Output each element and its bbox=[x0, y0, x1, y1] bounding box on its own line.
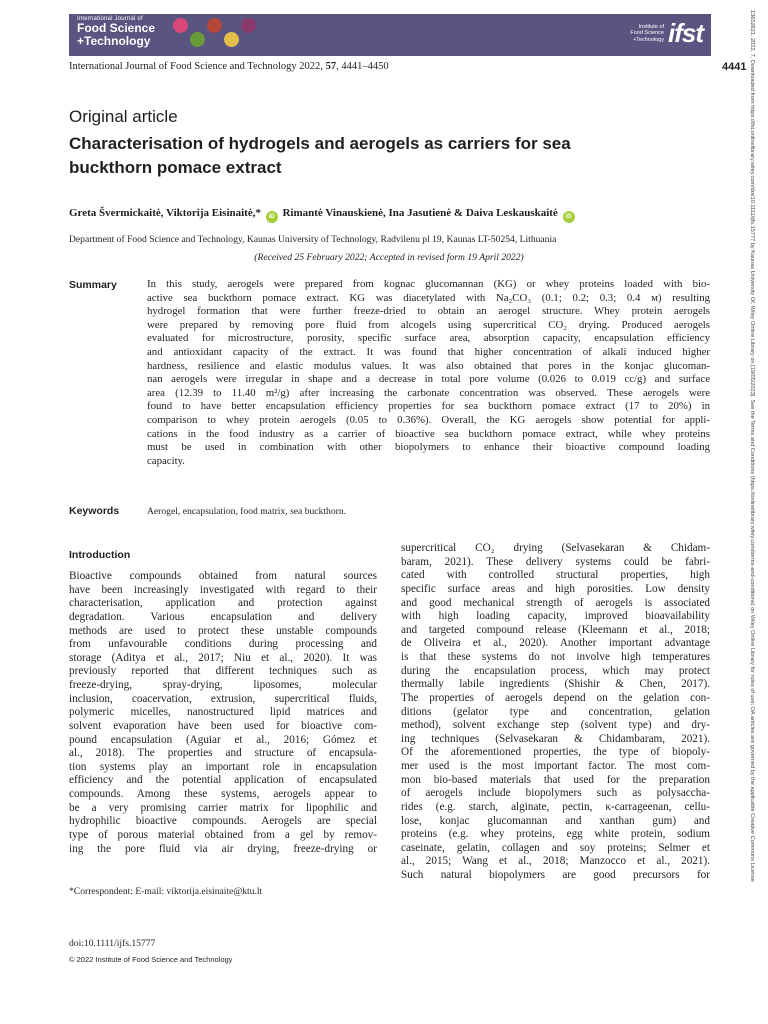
body-line: freeze-drying, spray-drying, liposomes, molecular bbox=[69, 679, 377, 691]
food-image-icon bbox=[224, 32, 239, 47]
summary-line: found to have better encapsulation efficiency properties for sea buckthorn pomace extract (17 to 20%) in bbox=[147, 400, 710, 413]
body-line: of aerogels include biopolymers such as polysaccha- bbox=[401, 787, 710, 800]
body-line: characterisation, application and protection against bbox=[69, 597, 377, 610]
summary-line: comparison to whey protein aerogels (0.05 to 0.36%). Overall, the KG aerogels show potential for appli- bbox=[147, 414, 710, 427]
body-line: compounds. Among these systems, aerogels appear to bbox=[69, 788, 377, 800]
body-line: baram, 2021). These delivery systems could be fabri- bbox=[401, 555, 710, 568]
summary-line: nan aerogels were irregular in shape and a decrease in total pore volume (0.026 to 0.019 cc/g) and surface bbox=[147, 373, 710, 386]
body-line: Such natural biopolymers are good precursors for bbox=[401, 869, 710, 881]
body-line: have been increasingly investigated with regard to their bbox=[69, 583, 377, 596]
body-line: inclusion, coacervation, extrusion, supercritical fluids, bbox=[69, 692, 377, 705]
article-title bbox=[69, 132, 709, 180]
summary-label: Summary bbox=[69, 279, 117, 291]
food-image-icon bbox=[241, 18, 256, 33]
body-line: methods are used to protect these unstable compounds bbox=[69, 624, 377, 637]
ifst-logo-line: Food Science bbox=[630, 30, 664, 37]
ifst-logo-line: +Technology bbox=[632, 36, 664, 43]
body-line: de Oliveira et al., 2020). Another important advantage bbox=[401, 637, 710, 650]
body-line: during the encapsulation process, which may protect bbox=[401, 664, 710, 677]
summary-line: and antioxidant capacity of the extract. It was found that higher concentration of alkali induced higher bbox=[147, 346, 710, 359]
body-line: supercritical CO₂ drying (Selvasekaran & Chidam- bbox=[401, 542, 710, 554]
body-line: previously reported that different techniques such as bbox=[69, 665, 377, 678]
body-line: is that these systems do not involve high temperatures bbox=[401, 651, 710, 663]
body-line: hydrophilic bioactive compounds. Aerogels are special bbox=[69, 815, 377, 828]
body-line: al., 2018). The properties and structure of encapsula- bbox=[69, 747, 377, 760]
keywords-label: Keywords bbox=[69, 505, 120, 517]
copyright: © 2022 Institute of Food Science and Technology bbox=[69, 955, 233, 964]
journal-volume: 57 bbox=[325, 61, 337, 72]
summary-line: capacity. bbox=[147, 454, 185, 467]
body-line: degradation. Various encapsulation and delivery bbox=[69, 610, 377, 623]
orcid-icon[interactable]: iD bbox=[266, 211, 278, 223]
body-column-right bbox=[401, 542, 710, 883]
body-line: ditions (gelator type and concentration, gelation bbox=[401, 705, 710, 718]
body-line: ing the pore fluid via air drying, freeze-drying or bbox=[69, 842, 377, 855]
food-image-icon bbox=[173, 18, 188, 33]
summary-line: active sea buckthorn pomace extract. KG was diacetylated with Na₂CO₃ (0.1; 0.2; 0.3; 0.4 м) resulting bbox=[147, 291, 710, 304]
body-line: thermally labile ingredients (Shishir & Chen, 2017). bbox=[401, 678, 710, 691]
body-line: mer used is the most important factor. The most com- bbox=[401, 760, 710, 772]
body-line: and targeted compound release (Kleemann et al., 2018; bbox=[401, 623, 710, 636]
body-line: type of porous material obtained from a gel by remov- bbox=[69, 828, 377, 841]
received-dates: (Received 25 February 2022; Accepted in revised form 19 April 2022) bbox=[254, 252, 524, 263]
body-line: rides (e.g. starch, alginate, pectin, κ-carrageenan, cellu- bbox=[401, 800, 710, 813]
keywords-text: Aerogel, encapsulation, food matrix, sea buckthorn. bbox=[147, 506, 347, 517]
article-title-line: buckthorn pomace extract bbox=[69, 158, 282, 177]
body-line: and good mechanical strength of aerogels is associated bbox=[401, 596, 710, 609]
journal-logo[interactable] bbox=[77, 16, 155, 47]
body-line: al., 2015; Wang et al., 2018; Manzocco et al., 2021). bbox=[401, 855, 710, 868]
introduction-heading: Introduction bbox=[69, 549, 131, 561]
summary-line: In this study, aerogels were prepared from kognac glucomannan (KG) or whey proteins loaded with bio- bbox=[147, 278, 710, 290]
body-line: cated with controlled structural properties, high bbox=[401, 569, 710, 582]
journal-logo-line1: Food Science bbox=[77, 21, 156, 36]
body-line: tion systems play an important role in encapsulation bbox=[69, 760, 377, 773]
ifst-logo[interactable] bbox=[630, 18, 703, 49]
body-line: Bioactive compounds obtained from natural sources bbox=[69, 570, 377, 582]
body-line: pound encapsulation (Aguiar et al., 2016; Gómez et bbox=[69, 733, 377, 746]
download-notice[interactable]: 13652621, 2022, 7, Downloaded from https://ifst.onlinelibrary.wiley.com/doi/10.1111/ijfs.15777 by Kaunas University Of, Wiley Online Library on [19/05/2023]. See the Terms and Conditions (https://onlinelibrary.wiley.com/terms-and-conditions) on Wiley Online Library for rules of use; OA articles are governed by the applicable Creative Commons License bbox=[749, 10, 755, 882]
body-line: efficiency and the potential application of encapsulated bbox=[69, 774, 377, 787]
journal-logo-small: International Journal of bbox=[77, 16, 143, 22]
summary-line: area (12.39 to 11.40 m²/g) after increasing the carbonate concentration was observed. These aerogels were bbox=[147, 386, 710, 399]
body-line: proteins (e.g. whey proteins, egg white protein, sodium bbox=[401, 828, 710, 841]
summary-line: hardness, resilience and elastic modulus values. It was also obtained that pores in the konjac glucoman- bbox=[147, 359, 710, 372]
journal-banner bbox=[69, 14, 711, 56]
affiliation: Department of Food Science and Technology, Kaunas University of Technology, Radvilenu pl 19, Kaunas LT-50254, Lithuania bbox=[69, 234, 557, 245]
body-line: be a very promising carrier matrix for lipophilic and bbox=[69, 801, 377, 814]
body-line: storage (Aditya et al., 2017; Niu et al., 2020). It was bbox=[69, 651, 377, 664]
summary-line: hydrogel formation that were further freeze-dried to obtain an aerogel structure. Whey protein aerogels bbox=[147, 305, 710, 318]
food-image-icon bbox=[207, 18, 222, 33]
body-line: lose, konjac glucomannan and xanthan gum) and bbox=[401, 814, 710, 827]
body-line: from unfavourable conditions during processing and bbox=[69, 638, 377, 651]
journal-logo-line2: +Technology bbox=[77, 33, 151, 48]
body-line: Of the aforementioned properties, the type of biopoly- bbox=[401, 746, 710, 759]
body-line: solvent evaporation have been used for bioactive com- bbox=[69, 719, 377, 732]
body-column-left bbox=[69, 570, 377, 856]
summary-text bbox=[147, 278, 710, 469]
ifst-logo-line: Institute of bbox=[638, 24, 664, 31]
body-line: The properties of aerogels depend on the gelation con- bbox=[401, 691, 710, 704]
body-line: caseinate, gelatin, collagen and soy proteins; Selmer et bbox=[401, 841, 710, 854]
body-line: polymeric micelles, nanostructured lipid matrices and bbox=[69, 706, 377, 719]
journal-citation bbox=[69, 61, 389, 72]
food-image-icon bbox=[190, 32, 205, 47]
body-line: mon bio-based materials that used for the preparation bbox=[401, 773, 710, 786]
summary-line: evaluated for microstructure, porosity, specific surface area, absorption capacity, encapsulation efficiency bbox=[147, 332, 710, 345]
body-line: with high loading capacity, improved bioavailability bbox=[401, 610, 710, 623]
journal-citation-text: International Journal of Food Science and Technology 2022, bbox=[69, 61, 326, 72]
author-list bbox=[69, 207, 577, 223]
journal-pages: , 4441–4450 bbox=[336, 61, 389, 72]
summary-line: must be used in combination with other biopolymers to enhance their bioactive compound loading bbox=[147, 441, 710, 454]
ifst-logo-mark: ifst bbox=[668, 18, 703, 48]
body-line: ing techniques (Selvasekaran & Chidambaram, 2021). bbox=[401, 732, 710, 745]
download-sidebar bbox=[740, 10, 762, 1010]
banner-food-images bbox=[173, 18, 256, 52]
orcid-icon[interactable]: iD bbox=[563, 211, 575, 223]
article-type: Original article bbox=[69, 107, 178, 126]
authors-part1: Greta Švermickaitė, Viktorija Eisinaitė,* bbox=[69, 207, 261, 219]
summary-line: cations in the food industry as a carrier of bioactive sea buckthorn pomace extract, while whey proteins bbox=[147, 427, 710, 440]
authors-part2: Rimantė Vinauskienė, Ina Jasutienė & Daiva Leskauskaitė bbox=[282, 207, 558, 219]
article-title-line: Characterisation of hydrogels and aerogels as carriers for sea bbox=[69, 134, 571, 153]
correspondent-footnote: *Correspondent: E-mail: viktorija.eisinaite@ktu.lt bbox=[69, 886, 263, 897]
body-line: specific surface areas and high porosities. Low density bbox=[401, 582, 710, 595]
page-number: 4441 bbox=[722, 61, 747, 73]
doi-link[interactable]: doi:10.1111/ijfs.15777 bbox=[69, 938, 156, 949]
summary-line: were prepared by removing pore fluid from alcogels using supercritical CO₂ drying. Produced aerogels bbox=[147, 318, 710, 331]
body-line: method), solvent exchange step (solvent type) and dry- bbox=[401, 719, 710, 732]
